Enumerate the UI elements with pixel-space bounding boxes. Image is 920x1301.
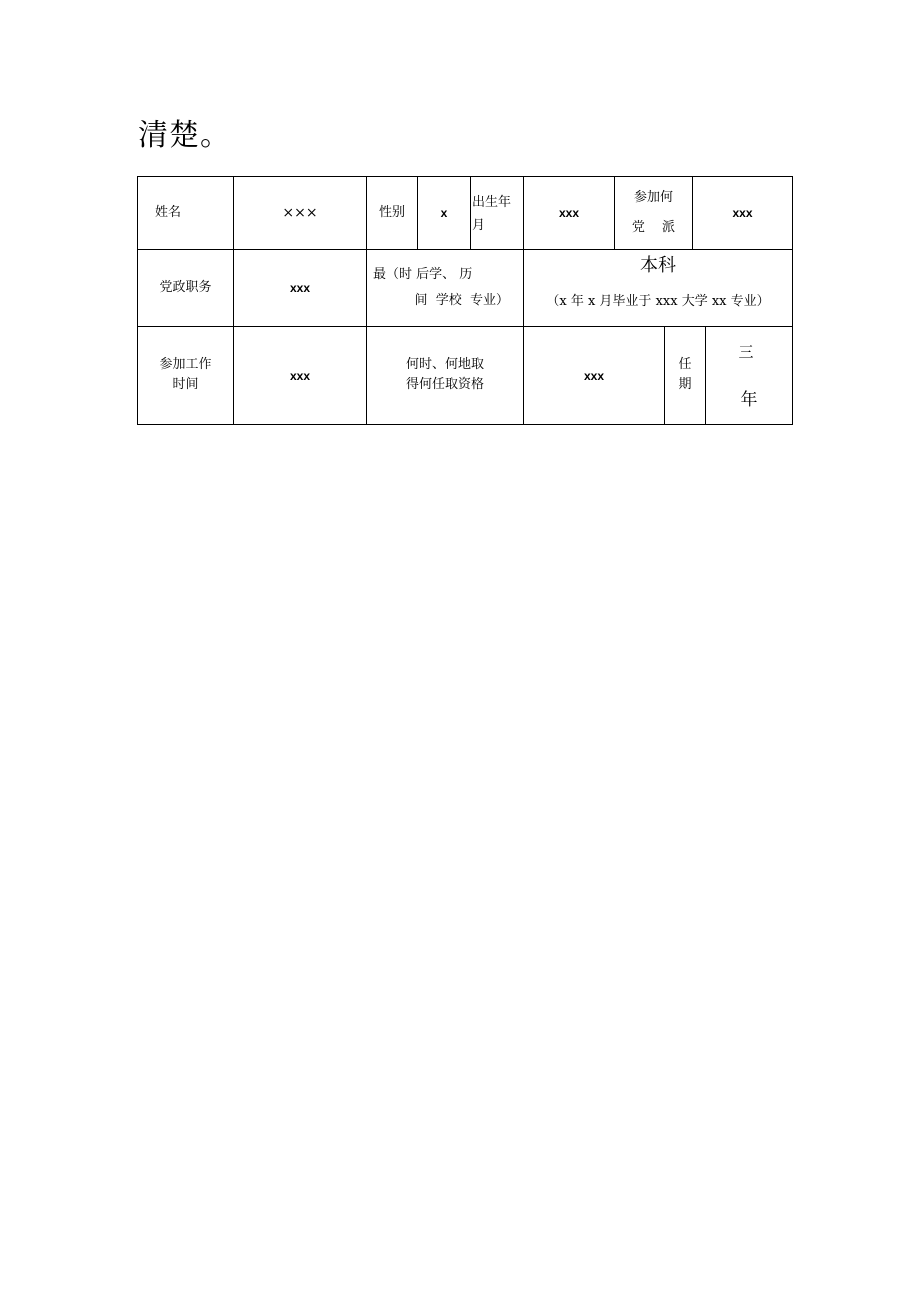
name-value: ××× (282, 205, 318, 221)
party-label-line2: 党 派 (631, 220, 676, 235)
term-label-line2: 期 (678, 377, 692, 392)
education-label-line2: 间 学校 专业） (414, 293, 509, 308)
term-value-line1: 三 (738, 343, 754, 361)
work-start-label-line2: 时间 (172, 377, 199, 392)
position-value: xxx (289, 281, 311, 295)
gender-value: x (440, 206, 448, 220)
education-label-line1: 最（时 后学、 历 (373, 267, 473, 282)
name-label: 姓名 (154, 205, 181, 220)
party-value: xxx (732, 206, 753, 220)
work-start-label-line1: 参加工作 (159, 357, 212, 372)
qualification-label-line2: 得何任取资格 (405, 377, 484, 392)
page-heading: 清楚。 (138, 118, 231, 153)
qualification-label-line1: 何时、何地取 (405, 357, 484, 372)
education-degree: 本科 (640, 255, 676, 276)
work-start-value: xxx (289, 368, 311, 383)
qualification-value: xxx (583, 368, 605, 383)
position-label: 党政职务 (159, 280, 212, 295)
birth-value: xxx (558, 206, 580, 220)
term-value-line2: 年 (740, 390, 758, 410)
birth-label-line2: 月 (472, 218, 486, 233)
term-label-line1: 任 (678, 357, 692, 372)
gender-label: 性别 (378, 205, 405, 220)
birth-label-line1: 出生年 (472, 195, 512, 210)
education-detail: （x 年 x 月毕业于 xxx 大学 xx 专业） (546, 294, 770, 309)
party-label-line1: 参加何 (633, 190, 673, 205)
